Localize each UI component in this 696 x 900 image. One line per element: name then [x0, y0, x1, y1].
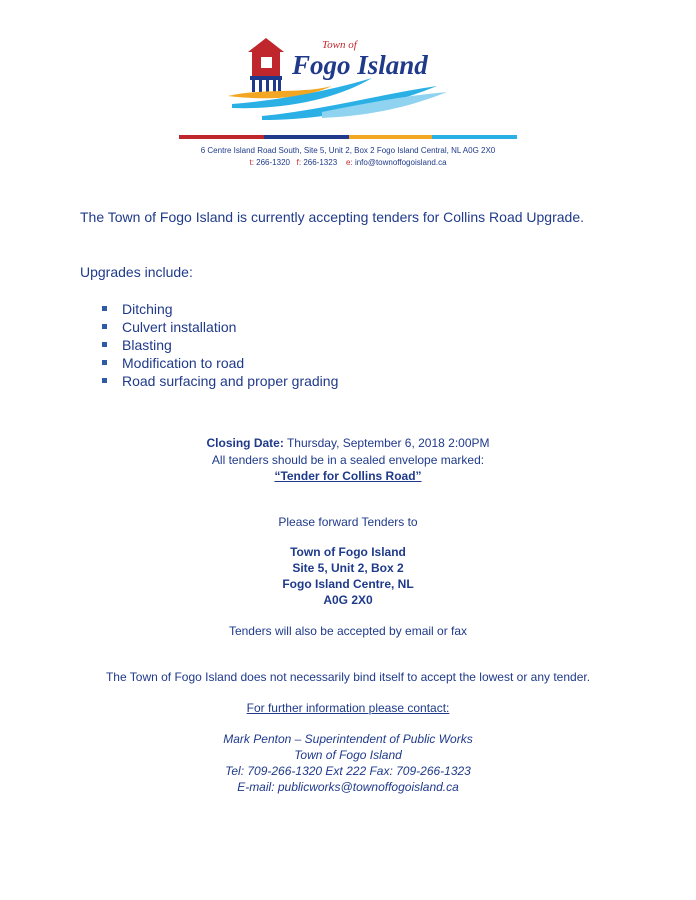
logo-small-text: Town of: [322, 39, 357, 51]
address-line: Fogo Island Centre, NL: [282, 577, 414, 591]
closing-date: [0, 436, 696, 450]
list-item: Culvert installation: [80, 318, 338, 336]
envelope-label: “Tender for Collins Road”: [274, 469, 422, 483]
logo-large-text: Fogo Island: [292, 50, 428, 80]
bar-orange: [349, 135, 432, 139]
address-line: A0G 2X0: [323, 593, 373, 607]
contact-line: Mark Penton – Superintendent of Public Works: [223, 732, 473, 746]
header-color-bars: [179, 135, 517, 139]
closing-label: Closing Date:: [206, 436, 284, 450]
list-item: Road surfacing and proper grading: [80, 372, 338, 390]
header-email: info@townoffogoisland.ca: [354, 158, 447, 167]
contact-line: Tel: 709-266-1320 Ext 222 Fax: 709-266-1323: [225, 764, 471, 778]
bar-blue: [432, 135, 517, 139]
town-logo: [222, 34, 472, 126]
list-item: Blasting: [80, 336, 338, 354]
contact-heading: For further information please contact:: [246, 701, 450, 715]
house-icon: [248, 38, 284, 92]
intro-text: The Town of Fogo Island is currently accepting tenders for Collins Road Upgrade.: [80, 209, 585, 225]
upgrades-heading: Upgrades include:: [80, 264, 193, 280]
bar-red: [179, 135, 264, 139]
closing-value: Thursday, September 6, 2018 2:00PM: [286, 436, 490, 450]
address-line: Town of Fogo Island: [290, 545, 406, 559]
list-item: Ditching: [80, 300, 338, 318]
sealed-note: All tenders should be in a sealed envelope marked:: [211, 453, 485, 467]
disclaimer: The Town of Fogo Island does not necessarily bind itself to accept the lowest or any tender.: [105, 670, 591, 684]
forward-text: Please forward Tenders to: [278, 515, 418, 529]
header-address: 6 Centre Island Road South, Site 5, Unit 2, Box 2 Fogo Island Central, NL A0G 2X0: [200, 146, 496, 155]
contact-line: Town of Fogo Island: [294, 748, 402, 762]
email-fax-note: Tenders will also be accepted by email or fax: [228, 624, 468, 638]
list-item: Modification to road: [80, 354, 338, 372]
bar-navy: [264, 135, 349, 139]
upgrades-list: [80, 300, 338, 390]
address-line: Site 5, Unit 2, Box 2: [292, 561, 404, 575]
header-contact: t: 266-1320 f: 266-1323 e: info@townoffogoisland.ca: [249, 158, 447, 167]
contact-email: E-mail: publicworks@townoffogoisland.ca: [237, 780, 459, 794]
